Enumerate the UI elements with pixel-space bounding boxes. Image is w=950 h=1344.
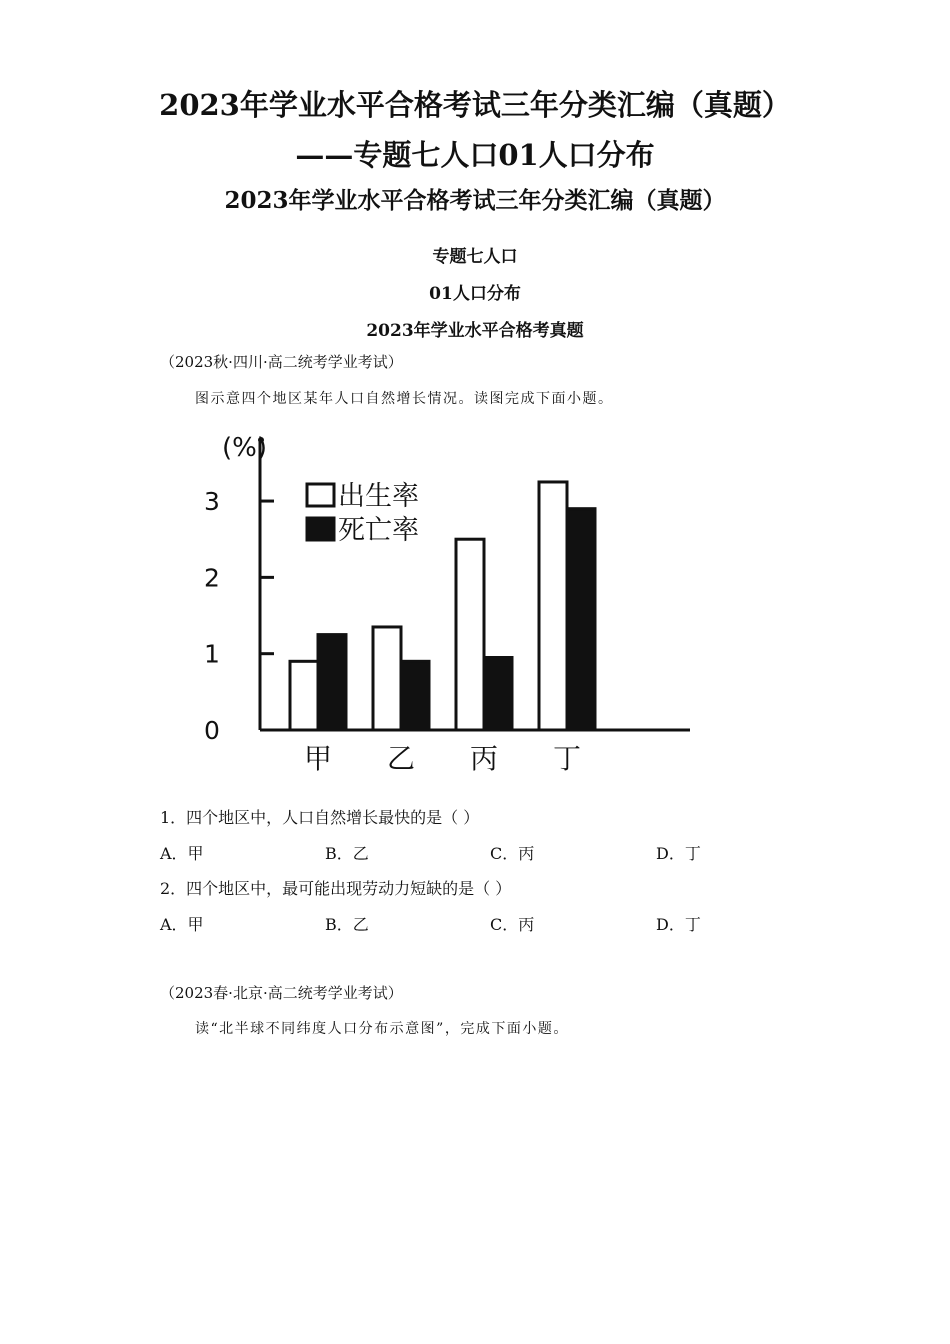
x-tick-label: 丁: [552, 742, 582, 775]
q2-option-b[interactable]: B．乙: [325, 915, 369, 934]
q2-option-d[interactable]: D．丁: [656, 915, 701, 934]
bar-death-rate: [567, 509, 595, 730]
population-growth-chart: [180, 420, 740, 790]
bar-birth-rate: [373, 627, 401, 730]
y-tick-label: 0: [204, 716, 220, 745]
category-heading: 2023年学业水平合格考真题: [366, 321, 584, 341]
legend-label: 出生率: [338, 481, 419, 512]
legend-label: 死亡率: [338, 515, 419, 546]
topic-heading: 专题七人口: [432, 247, 518, 267]
bar-death-rate: [484, 658, 512, 731]
y-tick-label: 3: [204, 487, 220, 517]
q1-option-c[interactable]: C．丙: [490, 844, 535, 863]
document-subtitle: 2023年学业水平合格考试三年分类汇编（真题）: [224, 187, 726, 214]
bar-death-rate: [318, 635, 346, 730]
question-source-2: （2023春·北京·高二统考学业考试）: [160, 984, 403, 1002]
legend-swatch: [307, 484, 334, 506]
document-title: 2023年学业水平合格考试三年分类汇编（真题）——专题七人口01人口分布: [159, 88, 791, 172]
x-tick-label: 丙: [469, 742, 499, 775]
legend-swatch: [307, 518, 334, 540]
question-intro-1: 图示意四个地区某年人口自然增长情况。读图完成下面小题。: [195, 391, 614, 407]
q2-option-a[interactable]: A．甲: [160, 915, 204, 934]
bar-birth-rate: [456, 539, 484, 730]
q1-option-b[interactable]: B．乙: [325, 844, 369, 863]
y-tick-label: 1: [204, 639, 220, 669]
question-intro-2: 读“北半球不同纬度人口分布示意图”，完成下面小题。: [195, 1021, 569, 1037]
question-2-stem: 2．四个地区中，最可能出现劳动力短缺的是（ ）: [160, 879, 512, 898]
x-tick-label: 甲: [303, 742, 333, 775]
x-tick-label: 乙: [386, 742, 416, 775]
bar-birth-rate: [290, 661, 318, 730]
y-axis-label: (%): [222, 433, 267, 463]
question-source-1: （2023秋·四川·高二统考学业考试）: [160, 353, 403, 371]
section-heading: 01人口分布: [429, 284, 521, 304]
question-1-stem: 1．四个地区中，人口自然增长最快的是（ ）: [160, 808, 480, 827]
bar-birth-rate: [539, 482, 567, 730]
q2-option-c[interactable]: C．丙: [490, 915, 535, 934]
bar-death-rate: [401, 661, 429, 730]
q1-option-a[interactable]: A．甲: [160, 844, 204, 863]
y-tick-label: 2: [204, 563, 220, 593]
q1-option-d[interactable]: D．丁: [656, 844, 701, 863]
